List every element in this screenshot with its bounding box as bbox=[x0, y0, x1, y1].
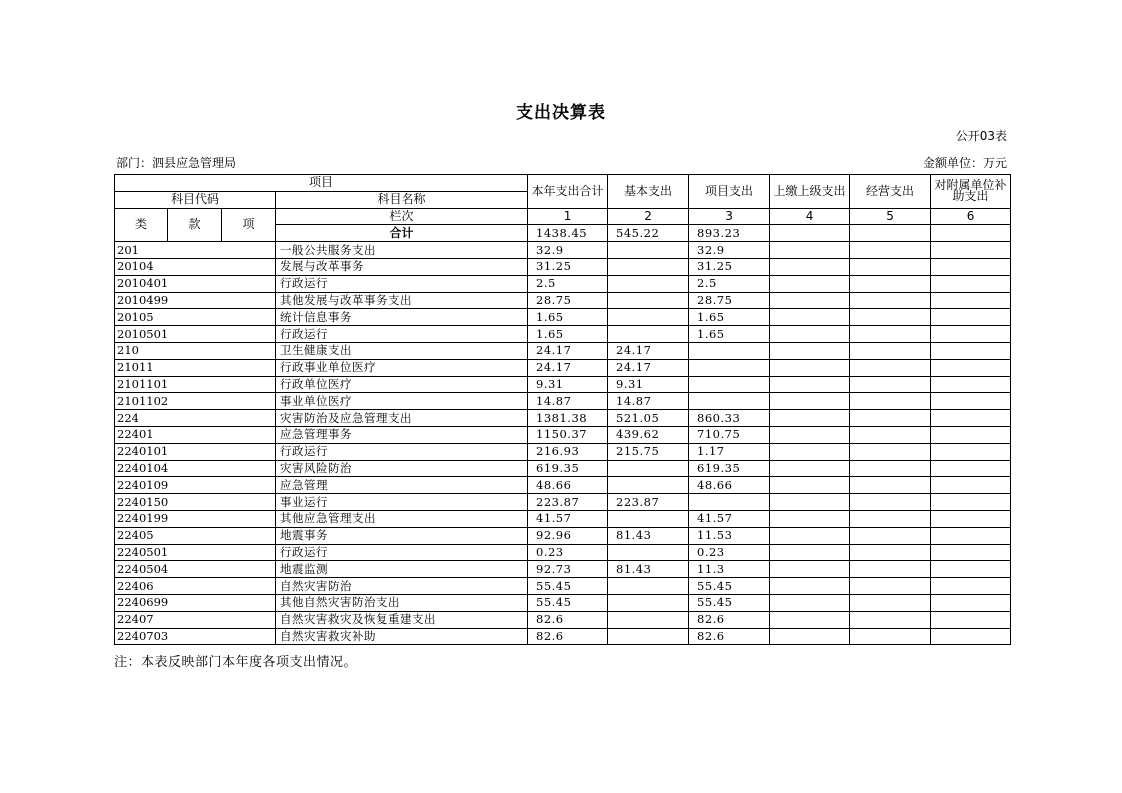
amount-cell bbox=[770, 292, 850, 309]
amount-cell bbox=[608, 292, 689, 309]
amount-cell bbox=[931, 393, 1011, 410]
amount-cell: 0.23 bbox=[528, 544, 608, 561]
amount-cell bbox=[850, 460, 931, 477]
subject-code-cell: 2240703 bbox=[115, 628, 276, 645]
amount-cell: 215.75 bbox=[608, 443, 689, 460]
amount-cell: 82.6 bbox=[528, 611, 608, 628]
amount-cell: 92.73 bbox=[528, 561, 608, 578]
amount-cell bbox=[850, 309, 931, 326]
amount-cell bbox=[931, 426, 1011, 443]
amount-cell bbox=[931, 376, 1011, 393]
amount-cell: 710.75 bbox=[689, 426, 770, 443]
col-num-2: 2 bbox=[608, 208, 689, 225]
subject-code-cell: 22406 bbox=[115, 578, 276, 595]
col-header-total: 本年支出合计 bbox=[528, 175, 608, 209]
amount-cell bbox=[770, 594, 850, 611]
subject-code-cell: 22405 bbox=[115, 527, 276, 544]
amount-cell bbox=[931, 410, 1011, 427]
footnote: 注：本表反映部门本年度各项支出情况。 bbox=[114, 655, 358, 670]
table-row bbox=[115, 527, 1011, 544]
subject-name-cell: 卫生健康支出 bbox=[276, 342, 528, 359]
amount-cell bbox=[608, 578, 689, 595]
table-row bbox=[115, 342, 1011, 359]
amount-cell bbox=[770, 359, 850, 376]
subject-name-cell: 行政单位医疗 bbox=[276, 376, 528, 393]
amount-cell bbox=[770, 578, 850, 595]
amount-cell: 619.35 bbox=[528, 460, 608, 477]
amount-cell bbox=[931, 578, 1011, 595]
col-header-subsidy: 对附属单位补助支出 bbox=[931, 175, 1011, 209]
subject-code-cell: 2240150 bbox=[115, 494, 276, 511]
amount-cell bbox=[770, 258, 850, 275]
amount-cell bbox=[689, 393, 770, 410]
amount-cell: 24.17 bbox=[528, 359, 608, 376]
subject-code-cell: 2240101 bbox=[115, 443, 276, 460]
xiang-header: 项 bbox=[222, 208, 276, 242]
amount-cell: 32.9 bbox=[528, 242, 608, 259]
amount-cell: 82.6 bbox=[689, 611, 770, 628]
amount-cell bbox=[608, 611, 689, 628]
subject-code-cell: 2240504 bbox=[115, 561, 276, 578]
subject-name-cell: 地震事务 bbox=[276, 527, 528, 544]
subject-code-cell: 2240501 bbox=[115, 544, 276, 561]
amount-cell bbox=[850, 258, 931, 275]
col-header-upper: 上缴上级支出 bbox=[770, 175, 850, 209]
amount-cell: 55.45 bbox=[689, 594, 770, 611]
amount-cell bbox=[608, 309, 689, 326]
col-num-4: 4 bbox=[770, 208, 850, 225]
amount-cell: 1.65 bbox=[689, 309, 770, 326]
amount-cell bbox=[770, 326, 850, 343]
subject-code-cell: 22407 bbox=[115, 611, 276, 628]
table-row bbox=[115, 376, 1011, 393]
amount-cell bbox=[770, 275, 850, 292]
amount-cell bbox=[770, 376, 850, 393]
subject-name-cell: 应急管理事务 bbox=[276, 426, 528, 443]
amount-cell: 48.66 bbox=[528, 477, 608, 494]
amount-cell: 24.17 bbox=[608, 342, 689, 359]
subject-name-cell: 应急管理 bbox=[276, 477, 528, 494]
subject-code-cell: 2010501 bbox=[115, 326, 276, 343]
table-row bbox=[115, 410, 1011, 427]
subject-code-cell: 2240104 bbox=[115, 460, 276, 477]
amount-cell bbox=[850, 510, 931, 527]
amount-cell bbox=[931, 342, 1011, 359]
subject-name-cell: 其他发展与改革事务支出 bbox=[276, 292, 528, 309]
table-row bbox=[115, 309, 1011, 326]
subject-name-cell: 事业运行 bbox=[276, 494, 528, 511]
total-cell bbox=[931, 225, 1011, 242]
amount-cell bbox=[689, 359, 770, 376]
table-row bbox=[115, 544, 1011, 561]
total-cell bbox=[850, 225, 931, 242]
department-label: 部门：泗县应急管理局 bbox=[116, 156, 237, 170]
amount-cell: 860.33 bbox=[689, 410, 770, 427]
subject-code-cell: 2010499 bbox=[115, 292, 276, 309]
subject-name-cell: 行政运行 bbox=[276, 443, 528, 460]
table-row bbox=[115, 443, 1011, 460]
amount-cell bbox=[931, 611, 1011, 628]
amount-cell bbox=[689, 342, 770, 359]
col-num-1: 1 bbox=[528, 208, 608, 225]
subject-code-cell: 210 bbox=[115, 342, 276, 359]
amount-cell: 41.57 bbox=[689, 510, 770, 527]
amount-cell: 31.25 bbox=[528, 258, 608, 275]
total-label: 合计 bbox=[276, 225, 528, 242]
amount-cell bbox=[931, 242, 1011, 259]
header-row-1 bbox=[115, 175, 1011, 192]
amount-cell: 216.93 bbox=[528, 443, 608, 460]
amount-cell bbox=[850, 342, 931, 359]
amount-cell bbox=[850, 426, 931, 443]
amount-cell bbox=[608, 510, 689, 527]
amount-cell: 14.87 bbox=[608, 393, 689, 410]
amount-cell: 521.05 bbox=[608, 410, 689, 427]
subject-name-header: 科目名称 bbox=[276, 191, 528, 208]
total-cell: 545.22 bbox=[608, 225, 689, 242]
amount-cell bbox=[689, 494, 770, 511]
amount-cell: 0.23 bbox=[689, 544, 770, 561]
subject-code-cell: 20104 bbox=[115, 258, 276, 275]
amount-cell bbox=[850, 326, 931, 343]
header-row-3 bbox=[115, 208, 1011, 225]
amount-cell bbox=[931, 527, 1011, 544]
subject-code-cell: 2240199 bbox=[115, 510, 276, 527]
subject-code-cell: 20105 bbox=[115, 309, 276, 326]
amount-cell: 82.6 bbox=[689, 628, 770, 645]
amount-cell bbox=[931, 510, 1011, 527]
amount-cell bbox=[770, 510, 850, 527]
subject-name-cell: 行政事业单位医疗 bbox=[276, 359, 528, 376]
amount-cell bbox=[770, 443, 850, 460]
subject-code-cell: 2010401 bbox=[115, 275, 276, 292]
amount-cell: 28.75 bbox=[689, 292, 770, 309]
subject-name-cell: 灾害防治及应急管理支出 bbox=[276, 410, 528, 427]
amount-cell: 14.87 bbox=[528, 393, 608, 410]
table-row bbox=[115, 359, 1011, 376]
amount-cell: 48.66 bbox=[689, 477, 770, 494]
amount-cell bbox=[608, 594, 689, 611]
amount-cell bbox=[850, 628, 931, 645]
amount-cell bbox=[608, 628, 689, 645]
amount-cell: 9.31 bbox=[528, 376, 608, 393]
subject-name-cell: 自然灾害防治 bbox=[276, 578, 528, 595]
amount-cell: 1.65 bbox=[528, 326, 608, 343]
amount-cell bbox=[850, 376, 931, 393]
table-row bbox=[115, 510, 1011, 527]
amount-cell bbox=[608, 477, 689, 494]
amount-cell bbox=[931, 275, 1011, 292]
amount-cell: 55.45 bbox=[528, 578, 608, 595]
col-num-5: 5 bbox=[850, 208, 931, 225]
amount-unit-label: 金额单位：万元 bbox=[922, 156, 1007, 170]
total-cell: 893.23 bbox=[689, 225, 770, 242]
amount-cell: 619.35 bbox=[689, 460, 770, 477]
table-row bbox=[115, 561, 1011, 578]
kuan-header: 款 bbox=[168, 208, 222, 242]
subject-name-cell: 自然灾害救灾及恢复重建支出 bbox=[276, 611, 528, 628]
amount-cell: 55.45 bbox=[689, 578, 770, 595]
amount-cell bbox=[850, 544, 931, 561]
amount-cell bbox=[850, 292, 931, 309]
amount-cell: 1150.37 bbox=[528, 426, 608, 443]
amount-cell: 11.3 bbox=[689, 561, 770, 578]
amount-cell bbox=[931, 359, 1011, 376]
amount-cell: 223.87 bbox=[608, 494, 689, 511]
amount-cell: 82.6 bbox=[528, 628, 608, 645]
amount-cell bbox=[850, 611, 931, 628]
amount-cell: 1.65 bbox=[689, 326, 770, 343]
amount-cell bbox=[770, 426, 850, 443]
subject-code-cell: 22401 bbox=[115, 426, 276, 443]
subject-name-cell: 行政运行 bbox=[276, 326, 528, 343]
subject-name-cell: 其他自然灾害防治支出 bbox=[276, 594, 528, 611]
amount-cell bbox=[850, 443, 931, 460]
amount-cell: 2.5 bbox=[689, 275, 770, 292]
col-header-basic: 基本支出 bbox=[608, 175, 689, 209]
table-row bbox=[115, 594, 1011, 611]
subject-code-cell: 2240109 bbox=[115, 477, 276, 494]
subject-code-cell: 21011 bbox=[115, 359, 276, 376]
amount-cell bbox=[770, 561, 850, 578]
amount-cell: 1381.38 bbox=[528, 410, 608, 427]
amount-cell: 11.53 bbox=[689, 527, 770, 544]
amount-cell bbox=[608, 326, 689, 343]
total-cell: 1438.45 bbox=[528, 225, 608, 242]
amount-cell bbox=[931, 561, 1011, 578]
table-row bbox=[115, 628, 1011, 645]
subject-name-cell: 地震监测 bbox=[276, 561, 528, 578]
amount-cell bbox=[608, 275, 689, 292]
amount-cell bbox=[931, 460, 1011, 477]
amount-cell: 81.43 bbox=[608, 561, 689, 578]
subject-code-cell: 2101101 bbox=[115, 376, 276, 393]
table-body bbox=[115, 175, 1011, 645]
amount-cell bbox=[770, 342, 850, 359]
amount-cell: 9.31 bbox=[608, 376, 689, 393]
amount-cell: 24.17 bbox=[528, 342, 608, 359]
amount-cell: 55.45 bbox=[528, 594, 608, 611]
amount-cell bbox=[931, 326, 1011, 343]
amount-cell bbox=[608, 544, 689, 561]
subject-code-cell: 2101102 bbox=[115, 393, 276, 410]
table-row bbox=[115, 258, 1011, 275]
subject-name-cell: 事业单位医疗 bbox=[276, 393, 528, 410]
page-title: 支出决算表 bbox=[516, 103, 606, 123]
table-row bbox=[115, 292, 1011, 309]
amount-cell bbox=[770, 309, 850, 326]
amount-cell bbox=[770, 410, 850, 427]
column-label: 栏次 bbox=[276, 208, 528, 225]
amount-cell bbox=[931, 258, 1011, 275]
amount-cell bbox=[770, 242, 850, 259]
subject-code-cell: 224 bbox=[115, 410, 276, 427]
amount-cell: 24.17 bbox=[608, 359, 689, 376]
subject-name-cell: 行政运行 bbox=[276, 544, 528, 561]
amount-cell: 223.87 bbox=[528, 494, 608, 511]
amount-cell bbox=[850, 578, 931, 595]
amount-cell: 81.43 bbox=[608, 527, 689, 544]
amount-cell bbox=[850, 410, 931, 427]
table-row bbox=[115, 393, 1011, 410]
table-row bbox=[115, 611, 1011, 628]
col-num-6: 6 bbox=[931, 208, 1011, 225]
amount-cell bbox=[850, 275, 931, 292]
amount-cell bbox=[931, 494, 1011, 511]
amount-cell bbox=[850, 561, 931, 578]
subject-name-cell: 灾害风险防治 bbox=[276, 460, 528, 477]
amount-cell bbox=[850, 359, 931, 376]
amount-cell: 31.25 bbox=[689, 258, 770, 275]
amount-cell bbox=[931, 477, 1011, 494]
amount-cell: 1.65 bbox=[528, 309, 608, 326]
amount-cell bbox=[770, 460, 850, 477]
subject-name-cell: 其他应急管理支出 bbox=[276, 510, 528, 527]
col-num-3: 3 bbox=[689, 208, 770, 225]
amount-cell bbox=[770, 494, 850, 511]
amount-cell bbox=[931, 628, 1011, 645]
amount-cell bbox=[850, 393, 931, 410]
amount-cell: 439.62 bbox=[608, 426, 689, 443]
amount-cell bbox=[931, 292, 1011, 309]
table-row bbox=[115, 426, 1011, 443]
subject-name-cell: 统计信息事务 bbox=[276, 309, 528, 326]
amount-cell bbox=[931, 544, 1011, 561]
amount-cell: 28.75 bbox=[528, 292, 608, 309]
col-header-business: 经营支出 bbox=[850, 175, 931, 209]
amount-cell bbox=[931, 594, 1011, 611]
col-header-project: 项目支出 bbox=[689, 175, 770, 209]
expenditure-table bbox=[114, 174, 1011, 645]
amount-cell bbox=[770, 544, 850, 561]
amount-cell bbox=[770, 611, 850, 628]
table-row bbox=[115, 578, 1011, 595]
table-row bbox=[115, 326, 1011, 343]
amount-cell: 41.57 bbox=[528, 510, 608, 527]
table-row bbox=[115, 477, 1011, 494]
table-row bbox=[115, 494, 1011, 511]
amount-cell bbox=[608, 258, 689, 275]
amount-cell bbox=[850, 242, 931, 259]
table-row bbox=[115, 242, 1011, 259]
total-cell bbox=[770, 225, 850, 242]
table-row bbox=[115, 460, 1011, 477]
amount-cell bbox=[689, 376, 770, 393]
subject-name-cell: 行政运行 bbox=[276, 275, 528, 292]
amount-cell: 92.96 bbox=[528, 527, 608, 544]
subject-name-cell: 自然灾害救灾补助 bbox=[276, 628, 528, 645]
amount-cell bbox=[608, 460, 689, 477]
amount-cell bbox=[770, 628, 850, 645]
amount-cell bbox=[608, 242, 689, 259]
amount-cell bbox=[850, 594, 931, 611]
table-code: 公开03表 bbox=[955, 129, 1007, 143]
amount-cell bbox=[770, 477, 850, 494]
amount-cell bbox=[931, 309, 1011, 326]
lei-header: 类 bbox=[115, 208, 168, 242]
amount-cell: 2.5 bbox=[528, 275, 608, 292]
amount-cell bbox=[770, 527, 850, 544]
amount-cell bbox=[850, 494, 931, 511]
item-header: 项目 bbox=[115, 175, 528, 192]
subject-code-cell: 201 bbox=[115, 242, 276, 259]
subject-code-header: 科目代码 bbox=[115, 191, 276, 208]
amount-cell: 1.17 bbox=[689, 443, 770, 460]
subject-name-cell: 发展与改革事务 bbox=[276, 258, 528, 275]
amount-cell bbox=[850, 527, 931, 544]
subject-name-cell: 一般公共服务支出 bbox=[276, 242, 528, 259]
amount-cell bbox=[931, 443, 1011, 460]
amount-cell bbox=[850, 477, 931, 494]
amount-cell: 32.9 bbox=[689, 242, 770, 259]
subject-code-cell: 2240699 bbox=[115, 594, 276, 611]
amount-cell bbox=[770, 393, 850, 410]
table-row bbox=[115, 275, 1011, 292]
